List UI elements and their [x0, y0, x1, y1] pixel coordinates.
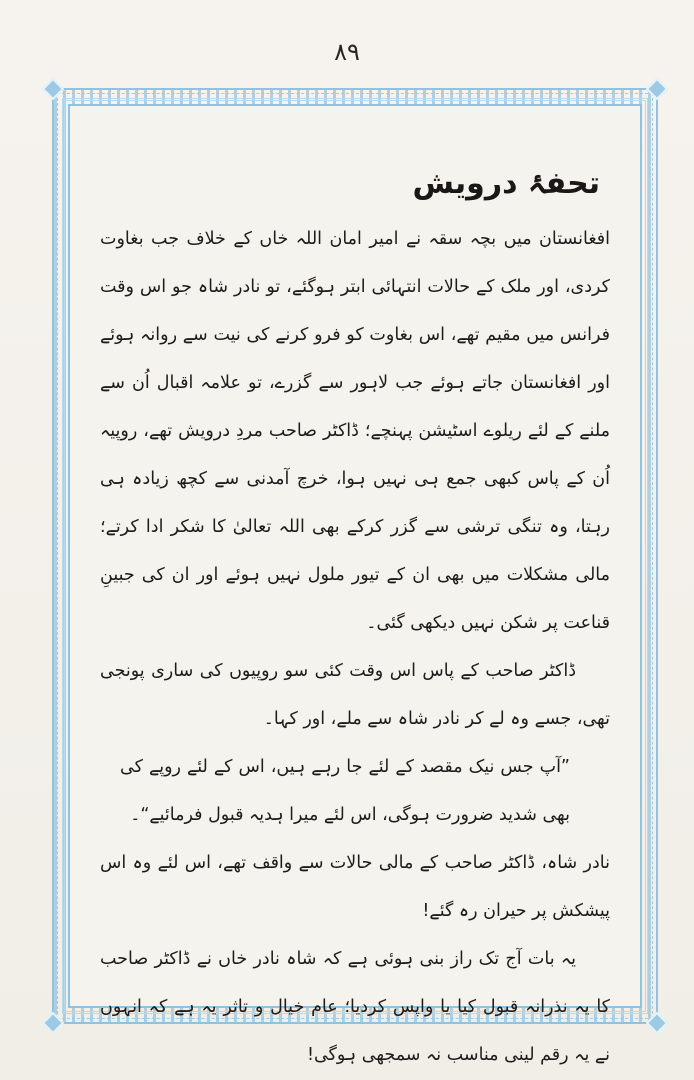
quotation: ”آپ جس نیک مقصد کے لئے جا رہے ہیں، اس کے لئے روپے کی بھی شدید ضرورت ہوگی، اس لئے میرا ہدیہ قبول فرمائیے“۔: [120, 757, 570, 825]
paragraph-1: افغانستان میں بچہ سقہ نے امیر امان اللہ خاں کے خلاف جب بغاوت کردی، اور ملک کے حالات انتہائی ابتر ہوگئے، تو نادر شاہ جو اس وقت فرانس میں مقیم تھے، اس بغاوت کو فرو کرنے کی نیت سے روانہ ہوئے اور افغانستان جاتے ہوئے جب لاہور سے گزرے، تو علامہ اقبال اُن سے ملنے کے لئے ریلوے اسٹیشن پہنچے؛ ڈاکٹر صاحب مردِ درویش تھے، روپیہ اُن کے پاس کبھی جمع ہی نہیں ہوا، خرچ آمدنی سے کچھ زیادہ ہی رہتا، وہ تنگی ترشی سے گزر کرکے بھی اللہ تعالیٰ کا شکر ادا کرتے؛ مالی مشکلات میں بھی ان کے تیور ملول نہیں ہوئے اور ان کی جبینِ قناعت پر شکن نہیں دیکھی گئی۔: [100, 229, 610, 633]
paragraph-3: نادر شاہ، ڈاکٹر صاحب کے مالی حالات سے واقف تھے، اس لئے وہ اس پیشکش پر حیران رہ گئے!: [100, 853, 610, 921]
article-title: تحفۂ درویش: [412, 166, 600, 201]
corner-ornament-icon: [42, 78, 65, 101]
corner-ornament-icon: [646, 78, 669, 101]
text-panel: [68, 104, 642, 1065]
corner-ornament-icon: [42, 1012, 65, 1035]
corner-ornament-icon: [646, 1012, 669, 1035]
paragraph-4: یہ بات آج تک راز بنی ہوئی ہے کہ شاہ نادر خاں نے ڈاکٹر صاحب کا یہ نذرانہ قبول کیا یا واپس کردیا؛ عام خیال و تاثر یہ ہے کہ انہوں نے یہ رقم لینی مناسب نہ سمجھی ہوگی!: [100, 949, 610, 1065]
page-number: ۸۹: [334, 38, 360, 66]
article-body: [100, 166, 610, 1065]
paragraph-2: ڈاکٹر صاحب کے پاس اس وقت کئی سو روپیوں کی ساری پونجی تھی، جسے وہ لے کر نادر شاہ سے ملے، اور کہا۔: [100, 661, 610, 729]
decorative-border: [52, 88, 658, 1065]
